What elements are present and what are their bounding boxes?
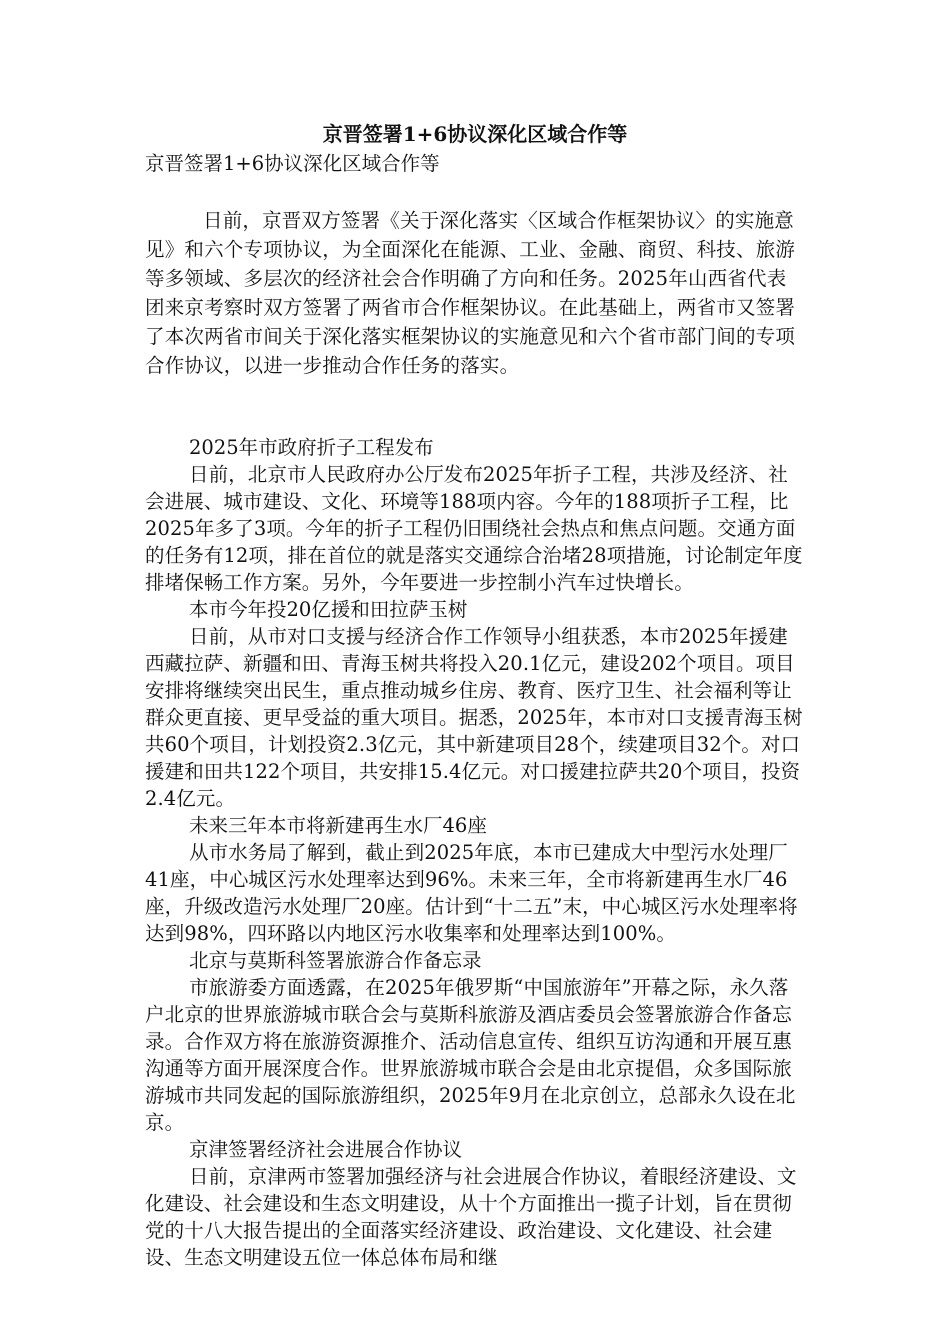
intro-paragraph: 日前，京晋双方签署《关于深化落实〈区域合作框架协议〉的实施意见》和六个专项协议，为全面深化在能源、工业、金融、商贸、科技、旅游等多领域、多层次的经济社会合作明确了方向和任务。2025年山西省代表团来京考察时双方签署了两省市合作框架协议。在此基础上，两省市又签署了本次两省市间关于深化落实框架协议的实施意见和六个省市部门间的专项合作协议，以进一步推动合作任务的落实。 <box>145 209 796 377</box>
section-body-moscow: 市旅游委方面透露，在2025年俄罗斯“中国旅游年”开幕之际，永久落户北京的世界旅游城市联合会与莫斯科旅游及酒店委员会签署旅游合作备忘录。合作双方将在旅游资源推介、活动信息宣传、组织互访沟通和开展互惠沟通等方面开展深度合作。世界旅游城市联合会是由北京提倡，众多国际旅游城市共同发起的国际旅游组织，2025年9月在北京创立，总部永久设在北京。 <box>145 976 796 1134</box>
section-body-water: 从市水务局了解到，截止到2025年底，本市已建成大中型污水处理厂41座，中心城区污水处理率达到96%。未来三年，全市将新建再生水厂46座，升级改造污水处理厂20座。估计到“十二五”末，中心城区污水处理率将达到98%，四环路以内地区污水收集率和处理率达到100%。 <box>145 841 798 945</box>
section-heading-zhezi: 2025年市政府折子工程发布 <box>189 436 434 459</box>
section-body-aid: 日前，从市对口支援与经济合作工作领导小组获悉，本市2025年援建西藏拉萨、新疆和田、青海玉树共将投入20.1亿元，建设202个项目。项目安排将继续突出民生，重点推动城乡住房、教育、医疗卫生、社会福利等让群众更直接、更早受益的重大项目。据悉，2025年，本市对口支援青海玉树共60个项目，计划投资2.3亿元，其中新建项目28个，续建项目32个。对口援建和田共122个项目，共安排15.4亿元。对口援建拉萨共20个项目，投资2.4亿元。 <box>145 625 803 810</box>
section-heading-water: 未来三年本市将新建再生水厂46座 <box>189 814 487 837</box>
document-subtitle: 京晋签署1+6协议深化区域合作等 <box>145 152 440 175</box>
document-content <box>145 118 805 1271</box>
section-body-jingjin: 日前，京津两市签署加强经济与社会进展合作协议，着眼经济建设、文化建设、社会建设和生态文明建设，从十个方面推出一揽子计划，旨在贯彻党的十八大报告提出的全面落实经济建设、政治建设、文化建设、社会建设、生态文明建设五位一体总体布局和继 <box>145 1165 797 1269</box>
document-title: 京晋签署1+6协议深化区域合作等 <box>322 122 628 146</box>
section-heading-moscow: 北京与莫斯科签署旅游合作备忘录 <box>189 949 482 972</box>
section-heading-jingjin: 京津签署经济社会进展合作协议 <box>189 1138 463 1161</box>
section-body-zhezi: 日前，北京市人民政府办公厅发布2025年折子工程，共涉及经济、社会进展、城市建设、文化、环境等188项内容。今年的188项折子工程，比2025年多了3项。今年的折子工程仍旧围绕社会热点和焦点问题。交通方面的任务有12项，排在首位的就是落实交通综合治堵28项措施，讨论制定年度排堵保畅工作方案。另外，今年要进一步控制小汽车过快增长。 <box>145 463 803 594</box>
section-heading-aid: 本市今年投20亿援和田拉萨玉树 <box>189 598 468 621</box>
